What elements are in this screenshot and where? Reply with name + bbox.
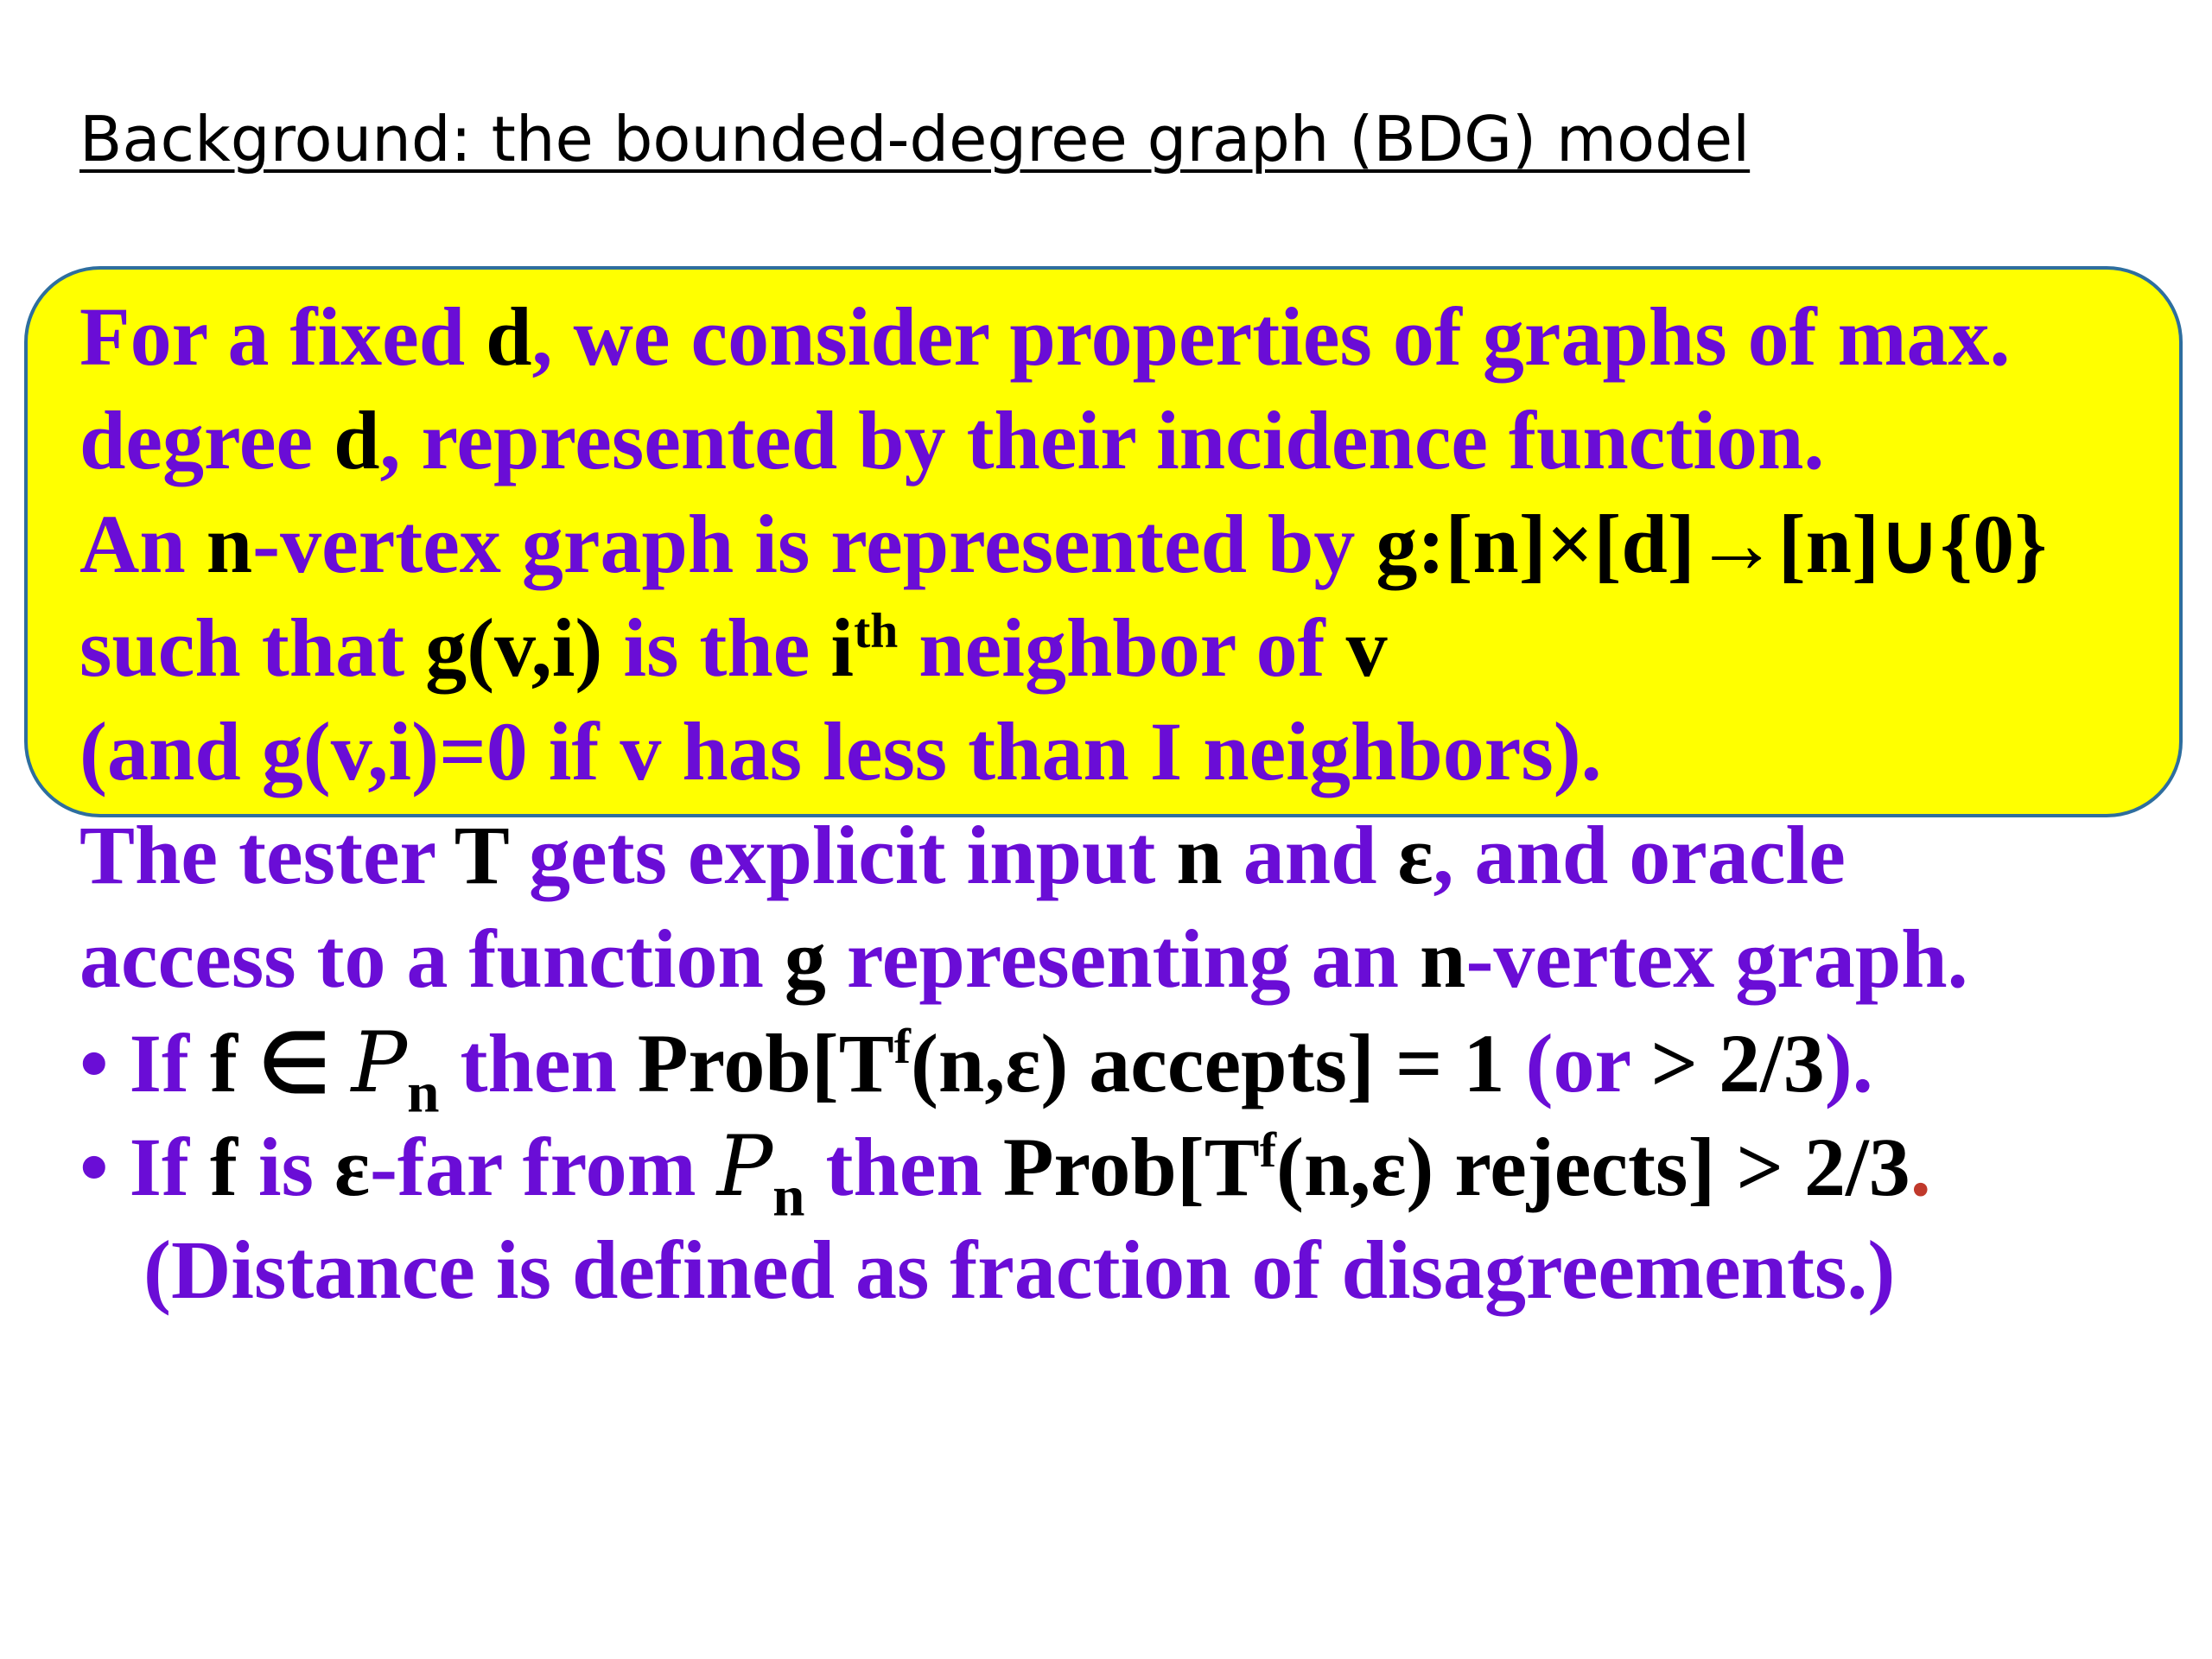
bullet-reject: • If f is ε-far from $P_n$ then $Prob[T^f(n,\varepsilon)$ rejects] > 2/3. xyxy=(79,1118,1931,1229)
definition-line-3: An n-vertex graph is represented by g:[n]×[d]→[n]∪{0} xyxy=(79,498,2047,590)
definition-line-5: (and g(v,i)=0 if v has less than I neighbors). xyxy=(79,705,1602,798)
bullet-marker: • xyxy=(79,1121,130,1213)
tester-line-1: The tester T gets explicit input n and ε, and oracle xyxy=(79,809,1846,901)
definition-text xyxy=(79,285,2047,804)
incidence-formula: g:[n]×[d]→[n]∪{0} xyxy=(1376,498,2047,590)
slide-title: Background: the bounded-degree graph (BDG) model xyxy=(79,103,1751,175)
tester-text xyxy=(79,804,1968,1322)
definition-line-4: such that g(v,i) is the $i^{th}$ neighbor of v xyxy=(79,601,1388,694)
bullet-accept: • If f ∈ $P_n$ then $Prob[T^f(n,\varepsilon)$ accepts] = 1 (or > 2/3). xyxy=(79,1014,1873,1125)
definition-line-1: For a fixed d, we consider properties of graphs of max. xyxy=(79,290,2011,383)
definition-line-2: degree d, represented by their incidence function. xyxy=(79,394,1825,486)
distance-note: (Distance is defined as fraction of disagreements.) xyxy=(143,1224,1896,1316)
bullet-marker: • xyxy=(79,1017,130,1109)
tester-line-2: access to a function g representing an n-vertex graph. xyxy=(79,912,1968,1005)
